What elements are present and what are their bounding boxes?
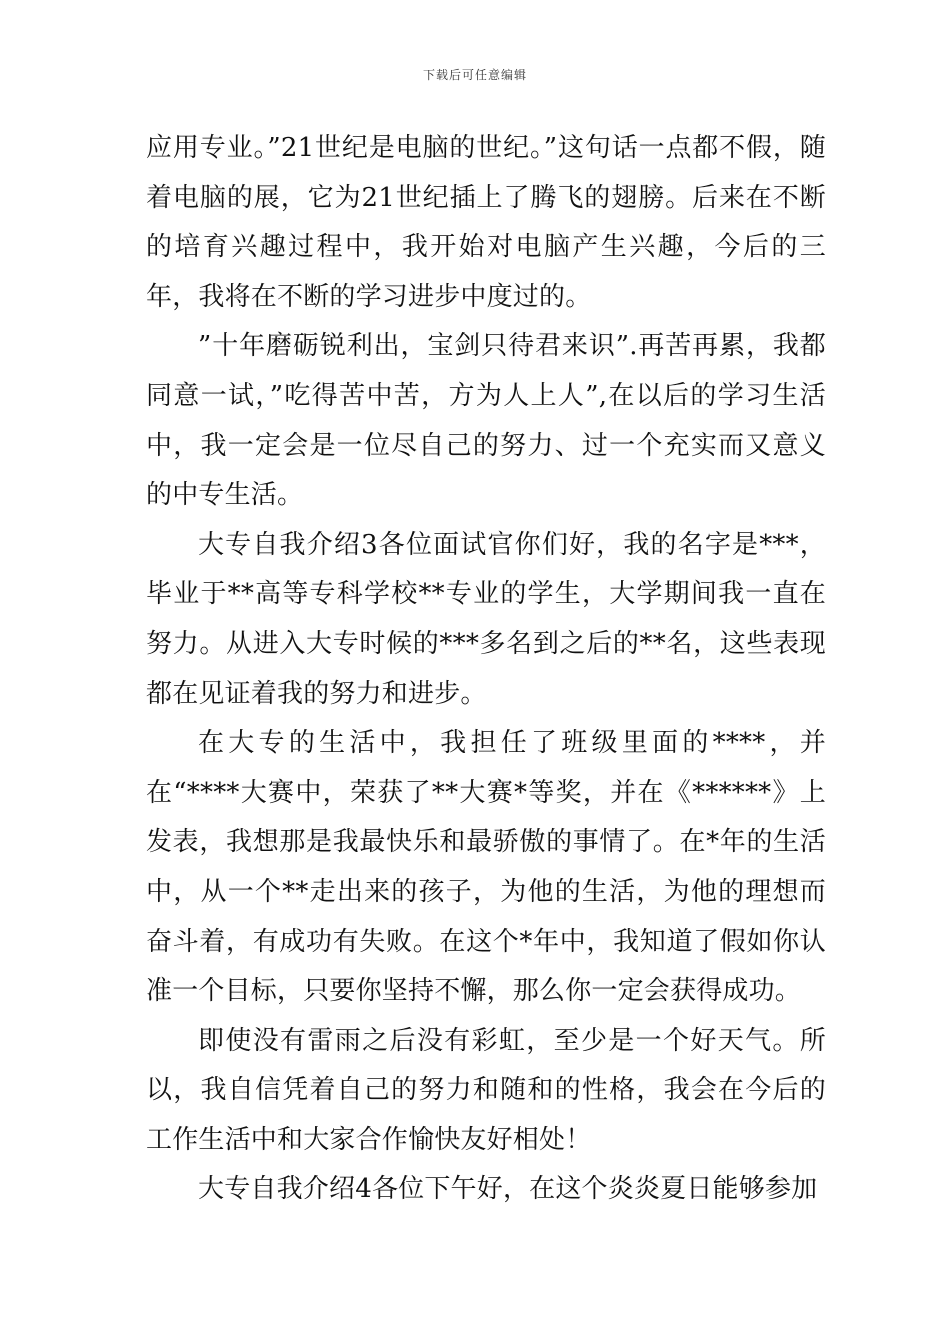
paragraph-5: 即使没有雷雨之后没有彩虹，至少是一个好天气。所以，我自信凭着自己的努力和随和的性格，我会在今后的工作生活中和大家合作愉快友好相处！ [146,1025,826,1155]
paragraph-3: 大专自我介绍3各位面试官你们好，我的名字是***，毕业于**高等专科学校**专业的学生，大学期间我一直在努力。从进入大专时候的***多名到之后的**名，这些表现都在见证着我的努力和进步。 [146,529,826,709]
page-header: 下载后可任意编辑 [422,68,527,82]
paragraph-2: ”十年磨砺锐利出，宝剑只待君来识”.再苦再累，我都同意一试，”吃得苦中苦，方为人上人”,在以后的学习生活中，我一定会是一位尽自己的努力、过一个充实而又意义的中专生活。 [146,331,826,511]
paragraph-6: 大专自我介绍4各位下午好，在这个炎炎夏日能够参加 [198,1174,818,1205]
document-body [146,124,826,1215]
paragraph-1: 应用专业。”21世纪是电脑的世纪。”这句话一点都不假，随着电脑的展，它为21世纪插上了腾飞的翅膀。后来在不断的培育兴趣过程中，我开始对电脑产生兴趣，今后的三年，我将在不断的学习进步中度过的。 [146,133,826,312]
paragraph-4: 在大专的生活中，我担任了班级里面的****，并在“****大赛中，荣获了**大赛*等奖，并在《******》上发表，我想那是我最快乐和最骄傲的事情了。在*年的生活中，从一个**走出来的孩子，为他的生活，为他的理想而奋斗着，有成功有失败。在这个*年中，我知道了假如你认准一个目标，只要你坚持不懈，那么你一定会获得成功。 [146,728,826,1007]
